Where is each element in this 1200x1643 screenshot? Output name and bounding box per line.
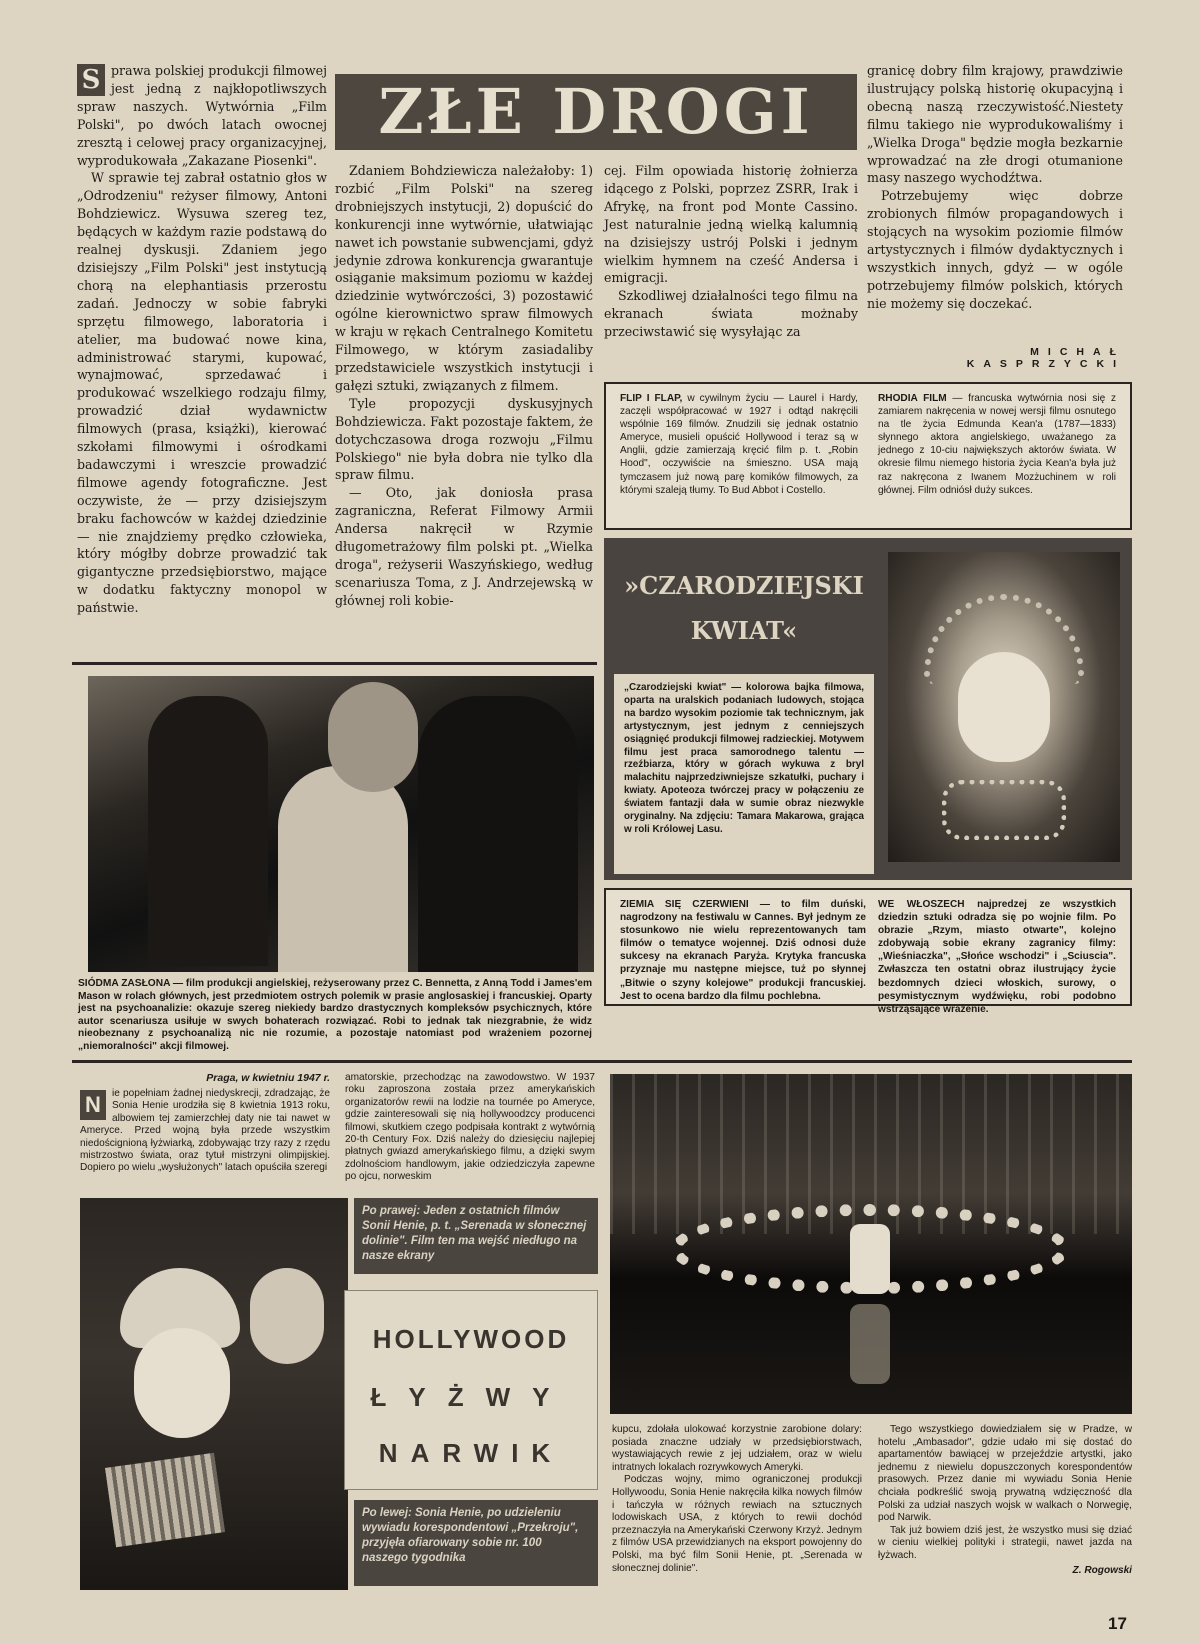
col4-para-2: Potrzebujemy więc dobrze zrobionych filmów propagandowych i stojących na wysokim poziomie filmów artystycznych i filmów dydaktycznych i wszystkich innych, gdyż — w ogóle potrzebujemy filmów polskich, których nie możemy się doczekać. bbox=[867, 188, 1123, 311]
caption-right: Po prawej: Jeden z ostatnich filmów Sonii Henie, p. t. „Serenada w słonecznej dolinie". Film ten ma wejść niedługo na nasze ekrany bbox=[354, 1198, 598, 1274]
flip-flap-title: FLIP I FLAP, bbox=[620, 393, 683, 404]
still-figure-right bbox=[418, 696, 578, 972]
col1-para-1: S prawa polskiej produkcji filmowej jest jedną z najkłopotliwszych spraw naszych. Wytwórnia „Film Polski", po dwóch latach owocnej zresztą i celowej pracy organizacyjnej, wyprodukowała „Zakazane Piosenki". bbox=[77, 63, 327, 168]
col1-para-2: W sprawie tej zabrał ostatnio głos w „Odrodzeniu" reżyser filmowy, Antoni Bohdziewicz. Wysuwa szereg tez, będących w każdym razie podstawą do realnej dyskusji. Zdaniem jego dzisiejszy „Film Polski" jest instytucją chorą na elephantiasis przerostu zadań. Jednoczy w sobie fabryki sprzętu filmowego, laboratoria i atelier, ma budować nowe kina, administrować starymi, kupować, wynajmować, sprzedawać i produkować wszelkiego rodzaju filmy, prowadzić dział wydawnictw filmowych (prasa, książki), kierować szkołami filmowymi i ośrodkami badawczymi i wreszcie prowadzić filmowe agendy fotograficzne. Jest oczywiste, że — przy dzisiejszym braku fachowców w każdej dziedzinie — nie znajdziemy prędko człowieka, który mógłby dobrze prowadzić tak gigantyczne przedsiębiorstwo, mające w dodatku faktyczny monopol w państwie. bbox=[77, 170, 327, 616]
film-still-photo bbox=[88, 676, 594, 972]
siodma-title: SIÓDMA ZASŁONA bbox=[78, 978, 171, 989]
signature-rogowski: Z. Rogowski bbox=[1072, 1564, 1132, 1576]
hollywood-line3: NARWIK bbox=[378, 1438, 564, 1468]
wlochy-title: WE WŁOSZECH bbox=[878, 899, 965, 910]
siodma-caption bbox=[78, 978, 592, 1052]
siodma-text: — film produkcji angielskiej, reżyserowany przez C. Bennetta, z Anną Todd i James'em Mason w rolach głównych, jest przedmiotem ostrych polemik w prasie anglosaskiej i francuskiej. Oparty jest na psychoanalizie: okazuje szereg niekiedy bardzo drastycznych kompleksów psychicznych, które autor scenariusza usiłuje w swych bohaterach rozwiązać. Robi to jednak tak niezgrabnie, że widz nieobeznany z psychoanalizą nic nie rozumie, a pozostaje natomiast pod wrażeniem pozornej „niemoralności" akcji filmowej. bbox=[78, 978, 592, 1052]
news-box-bottom bbox=[604, 888, 1132, 1015]
col3-para-2: Szkodliwej działalności tego filmu na ekranach świata możnaby przeciwstawić się wysyłając za bbox=[604, 288, 858, 340]
man-face bbox=[250, 1268, 324, 1364]
col2-para-1: Zdaniem Bohdziewicza należałoby: 1) rozbić „Film Polski" na szereg drobniejszych instytucji, 2) dopuścić do konkurencji inne wytwórnie, ułatwiając nawet ich powstanie subwencjami, gdyż jedynie zdrowa konkurencja gwarantuje osiąganie maksimum poziomu w każdej dziedzinie wytwórczości, 3) pozostawić ogólne kierownictwo spraw filmowych w kraju w rękach Centralnego Komitetu Filmowego, w którym zasiadaliby przedstawiciele wszystkich instytucji i gałęzi sztuki, związanych z filmem. bbox=[335, 163, 593, 393]
col4-para-1: granicę dobry film krajowy, prawdziwie ilustrujący polską historię okupacyjną i obecną naszą rzeczywistość.Niestety filmu takiego nie wyprodukowaliśmy i „Wielka Droga" będzie mogła bezkarnie wprowadzać na złe drogi otumanione masy naszego wychodźtwa. bbox=[867, 63, 1123, 186]
caption-left: Po lewej: Sonia Henie, po udzieleniu wywiadu korespondentowi „Przekroju", przyjęła ofiarowany sobie nr. 100 naszego tygodnika bbox=[354, 1500, 598, 1586]
col1-text bbox=[77, 62, 327, 652]
portrait-headdress bbox=[924, 594, 1084, 684]
wlochy-note bbox=[878, 898, 1116, 1016]
hollywood-title-box bbox=[344, 1290, 598, 1490]
still-figure-center bbox=[278, 766, 408, 972]
sonia-henie-photo bbox=[80, 1198, 348, 1590]
hollywood-line1: HOLLYWOOD bbox=[372, 1324, 570, 1354]
still-figure-nurse bbox=[328, 682, 418, 792]
portrait-necklace bbox=[942, 780, 1066, 840]
czarodziejski-title-line2: KWIAT« bbox=[690, 616, 798, 645]
praga-text4-p2: Tak już bowiem dziś jest, że wszystko musi się dziać w cieniu wielkiej polityki i strategii, nawet jazda na łyżwach. bbox=[878, 1524, 1132, 1561]
czarodziejski-title-line1: »CZARODZIEJSKI bbox=[624, 571, 864, 600]
czarodziejski-box bbox=[604, 538, 1132, 880]
ziemia-text: — to film duński, nagrodzony na festiwalu w Cannes. Był jednym ze stosunkowo nie wielu reprezentowanych tam filmów o tematyce wojennej. Dziś odnosi duże sukcesy na ekranach Paryża. Krytyka francuska przyznaje mu następne miejsce, tuż po słynnej „Bitwie o szyny kolejowe" produkcji francuskiej. Jest to ocena bardzo dla filmu pochlebna. bbox=[620, 899, 866, 1002]
praga-text4 bbox=[878, 1424, 1132, 1614]
ice-center-dancers bbox=[850, 1224, 890, 1294]
rhodia-note bbox=[878, 392, 1116, 497]
rhodia-title: RHODIA FILM bbox=[878, 393, 947, 404]
praga-text3-p1: kupcu, zdołała ulokować korzystnie zarobione dolary: posiada znaczne udziały w przedsiębiorstwach, wystawiających rewie z jej udziałem, oraz w wielu intratnych lokalach rozrywkowych Ameryki. bbox=[612, 1424, 862, 1473]
flip-flap-text: w cywilnym życiu — Laurel i Hardy, zaczęli współpracować w 1927 i odtąd nakręcili wspólnie 169 filmów. Znudzili się jednak ostatnio Ameryce, musieli opuścić Hollywood i teraz są w Anglii, gdzie zamierzają kręcić film p. t. „Robin Hood", oczywiście na śmieszno. USA mają tymczasem już nową parę komików filmowych, za którymi szaleją tłumy. To Bud Abbot i Costello. bbox=[620, 393, 858, 496]
praga-text4-p1: Tego wszystkiego dowiedziałem się w Pradze, w hotelu „Ambasador", gdzie udało mi się dostać do apartamentów bawiącej w przejeździe artystki, jako jednemu z niewielu dopuszczonych korespondentów prasowych. Przez danie mi wywiadu Sonia Henie chciała podkreślić swoją prywatną wdzięczność dla Polski za udział naszych wojsk w walkach o Norwegię, pod Narwik. bbox=[878, 1424, 1132, 1524]
czarodziejski-title bbox=[624, 566, 864, 656]
praga-text3 bbox=[612, 1424, 862, 1614]
ice-revue-photo bbox=[610, 1074, 1132, 1414]
col3-text bbox=[604, 162, 858, 362]
signature-kasprzycki: MICHAŁ KASPRZYCKI bbox=[966, 346, 1125, 370]
henie-face bbox=[134, 1328, 230, 1438]
headline: ZŁE DROGI bbox=[378, 75, 814, 148]
praga-text3-p2: Podczas wojny, mimo ograniczonej produkcji Hollywoodu, Sonia Henie nakręciła kilka nowych filmów i tańczyła w różnych rewiach na sztucznych lodowiskach USA, z których to rewii dochód przeznaczyła na Amerykański Czerwony Krzyż. Jednym z filmów USA przewidzianych na eksport powojenny do Polski, ma być film Sonii Henie, pt. „Serenada w słonecznej dolinie". bbox=[612, 1474, 862, 1574]
dropcap-n: N bbox=[80, 1090, 106, 1120]
wlochy-text: najpredzej ze wszystkich dziedzin sztuki odradza się po wojnie film. Po obrazie „Rzym, miasto otwarte", kolejno zdobywają sobie ekrany zagranicy filmy: „Wieśniaczka", „Słońce wschodzi" i „Sciuscia". Zwłaszcza ten ostatni obraz ilustrujący życie bezdomnych dzieci włoskich, surowy, o pesymistycznym wydźwięku, robi podobno wstrząsające wrażenie. bbox=[878, 899, 1116, 1015]
praga-text2: amatorskie, przechodząc na zawodowstwo. W 1937 roku zaproszona została przez amerykańskich organizatorów rewii na lodzie na tournée po Ameryce, gdzie zainteresowali się nią hollywoodzcy producenci filmowi, skutkiem czego podpisała kontrakt z wytwórnią 20-th Century Fox. Dziś należy do dziesięciu najlepiej płatnych gwiazd amerykańskiego filmu, a dzięki swym zdolnościom handlowym, jakie odziedziczyła zapewne po ojcu, norweskim bbox=[345, 1072, 595, 1183]
col2-para-2: Tyle propozycji dyskusyjnych Bohdziewicza. Fakt pozostaje faktem, że dotychczasowa droga rozwoju „Filmu Polskiego" nie była dobra nie tylko dla spraw filmu. bbox=[335, 395, 593, 483]
flip-flap-note bbox=[620, 392, 858, 497]
magazine-held bbox=[105, 1453, 225, 1548]
ice-reflection bbox=[850, 1304, 890, 1384]
ziemia-note bbox=[620, 898, 866, 1003]
actress-portrait-photo bbox=[888, 552, 1120, 862]
col4-text bbox=[867, 62, 1123, 352]
still-figure-left bbox=[148, 696, 268, 966]
rhodia-text: — francuska wytwórnia nosi się z zamiarem nakręcenia w nowej wersji filmu osnutego na tle życia Edmunda Kean'a (1787—1833) słynnego aktora angielskiego, uważanego za jednego z 10-ciu największych aktorów świata. W okresie filmu niemego historia życia Kean'a była już raz nakręcona z Iwanem Mozżuchinem w roli głównej. Film odniósł duży sukces. bbox=[878, 393, 1116, 496]
col3-para-1: cej. Film opowiada historię żołnierza idącego z Polski, poprzez ZSRR, Irak i Afrykę, na front pod Monte Cassino. Jest naturalnie jedną wielką kalumnią na dzisiejszy ustrój Polski i jednym wielkim hymnem na cześć Andersa i emigracji. bbox=[604, 163, 858, 286]
news-box-top bbox=[604, 382, 1132, 530]
dropcap-s: S bbox=[77, 64, 105, 96]
ziemia-title: ZIEMIA SIĘ CZERWIENI bbox=[620, 899, 749, 910]
praga-dateline: Praga, w kwietniu 1947 r. bbox=[206, 1072, 330, 1084]
page-number: 17 bbox=[1108, 1614, 1127, 1633]
headline-box bbox=[335, 74, 857, 150]
rule-middle bbox=[72, 1060, 1132, 1063]
hollywood-line2: ŁYŻWY bbox=[370, 1382, 572, 1412]
col2-text bbox=[335, 162, 593, 652]
col2-para-3: — Oto, jak doniosła prasa zagraniczna, Referat Filmowy Armii Andersa nakręcił w Rzymie długometrażowy film polski pt. „Wielka droga", reżyserii Waszyńskiego, według scenariusza Toma, z J. Andrzejewską w głównej roli kobie- bbox=[335, 485, 593, 608]
czarodziejski-text: „Czarodziejski kwiat" — kolorowa bajka filmowa, oparta na uralskich podaniach ludowych, stojąca na bardzo wysokim poziomie tak technicznym, jak artystycznym, jest jednym z cenniejszych osiągnięć produkcji filmowej radzieckiej. Motywem filmu jest praca samorodnego talentu — rzeźbiarza, który w górach wykuwa z bryl malachitu najprzedziwniejsze szkatułki, puchary i kwiaty. Apoteoza twórczej pracy w połączeniu ze światem fantazji dała w sumie obraz niezwykle oryginalny. Na zdjęciu: Tamara Makarowa, grająca w roli Królowej Lasu. bbox=[624, 682, 864, 835]
praga-text: N ie popełniam żadnej niedyskrecji, zdradzając, że Sonia Henie urodziła się 8 kwietnia 1913 roku, albowiem tej zamierzchłej daty nie tai nawet w Ameryce. Przed wojną była przede wszystkim niedoścignioną łyżwiarką, zdobywając trzy razy z rzędu mistrzostwo świata, oraz tytuł mistrzyni olimpijskiej. Dopiero po wielu „wysłużonych" latach opuściła szeregi bbox=[80, 1088, 330, 1174]
rule-left bbox=[72, 662, 597, 665]
